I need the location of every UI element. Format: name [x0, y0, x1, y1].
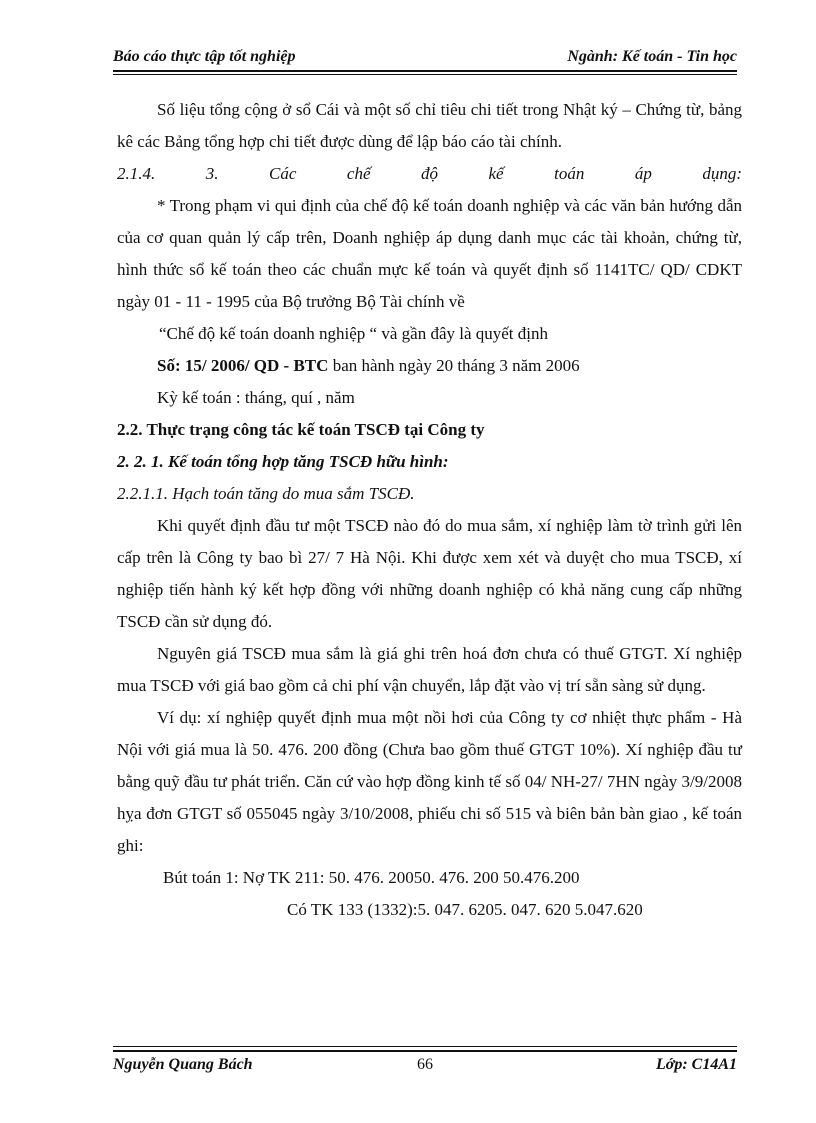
journal-entry-credit: Có TK 133 (1332):5. 047. 6205. 047. 620 5.047.620	[287, 900, 643, 919]
footer-class: Lớp: C14A1	[655, 1056, 737, 1073]
page-number: 66	[417, 1056, 433, 1073]
heading-2-2-1: 2. 2. 1. Kế toán tổng hợp tăng TSCĐ hữu hình:	[117, 452, 449, 471]
journal-entry-debit: Bút toán 1: Nợ TK 211: 50. 476. 20050. 476. 200 50.476.200	[163, 868, 580, 887]
page-footer	[113, 1054, 737, 1076]
paragraph-decision	[117, 350, 742, 382]
paragraph-regime-name: “Chế độ kế toán doanh nghiệp “ và gần đây là quyết định	[159, 324, 548, 343]
decision-number: Số: 15/ 2006/ QD - BTC	[157, 356, 329, 375]
header-rule-thin	[113, 74, 737, 75]
paragraph-accounting-period: Kỳ kế toán : tháng, quí , năm	[157, 388, 355, 407]
paragraph-original-cost: Nguyên giá TSCĐ mua sắm là giá ghi trên hoá đơn chưa có thuế GTGT. Xí nghiệp mua TSCĐ với giá bao gồm cả chi phí vận chuyển, lắp đặt vào vị trí sẵn sàng sử dụng.	[117, 644, 742, 695]
page-body	[117, 94, 742, 926]
heading-2-2: 2.2. Thực trạng công tác kế toán TSCĐ tại Công ty	[117, 420, 485, 439]
paragraph-example: Ví dụ: xí nghiệp quyết định mua một nồi hơi của Công ty cơ nhiệt thực phẩm - Hà Nội với giá mua là 50. 476. 200 đồng (Chưa bao gồm thuế GTGT 10%). Xí nghiệp đầu tư bằng quỹ đầu tư phát triển. Căn cứ vào hợp đồng kinh tế số 04/ NH-27/ 7HN ngày 3/9/2008 hỵa đơn GTGT số 055045 ngày 3/10/2008, phiếu chi số 515 và biên bản bàn giao , kế toán ghi:	[117, 708, 742, 855]
footer-rule	[113, 1050, 737, 1052]
paragraph-accounting-regime: * Trong phạm vi qui định của chế độ kế toán doanh nghiệp và các văn bản hướng dẫn của cơ quan quản lý cấp trên, Doanh nghiệp áp dụng danh mục các tài khoản, chứng từ, hình thức sổ kế toán theo các chuẩn mực kế toán và quyết định số 1141TC/ QD/ CDKT ngày 01 - 11 - 1995 của Bộ trưởng Bộ Tài chính về	[117, 196, 742, 311]
decision-date: ban hành ngày 20 tháng 3 năm 2006	[328, 356, 580, 375]
paragraph-ledger-summary: Số liệu tổng cộng ở sổ Cái và một số chỉ tiêu chi tiết trong Nhật ký – Chứng từ, bảng kê các Bảng tổng hợp chi tiết được dùng để lập báo cáo tài chính.	[117, 100, 742, 151]
footer-rule-thin	[113, 1046, 737, 1047]
paragraph-purchase-decision: Khi quyết định đầu tư một TSCĐ nào đó do mua sắm, xí nghiệp làm tờ trình gửi lên cấp trên là Công ty bao bì 27/ 7 Hà Nội. Khi được xem xét và duyệt cho mua TSCĐ, xí nghiệp tiến hành ký kết hợp đồng với những doanh nghiệp có khả năng cung cấp những TSCĐ cần sử dụng đó.	[117, 516, 742, 631]
heading-2-1-4: 2.1.4. 3. Các chế độ kế toán áp dụng:	[117, 164, 742, 183]
heading-2-2-1-1: 2.2.1.1. Hạch toán tăng do mua sắm TSCĐ.	[117, 484, 415, 503]
header-report-title: Báo cáo thực tập tốt nghiệp	[113, 48, 296, 65]
header-major: Ngành: Kế toán - Tin học	[567, 48, 737, 65]
footer-author: Nguyễn Quang Bách	[113, 1056, 253, 1073]
header-rule	[113, 70, 737, 72]
page-header	[113, 46, 737, 68]
